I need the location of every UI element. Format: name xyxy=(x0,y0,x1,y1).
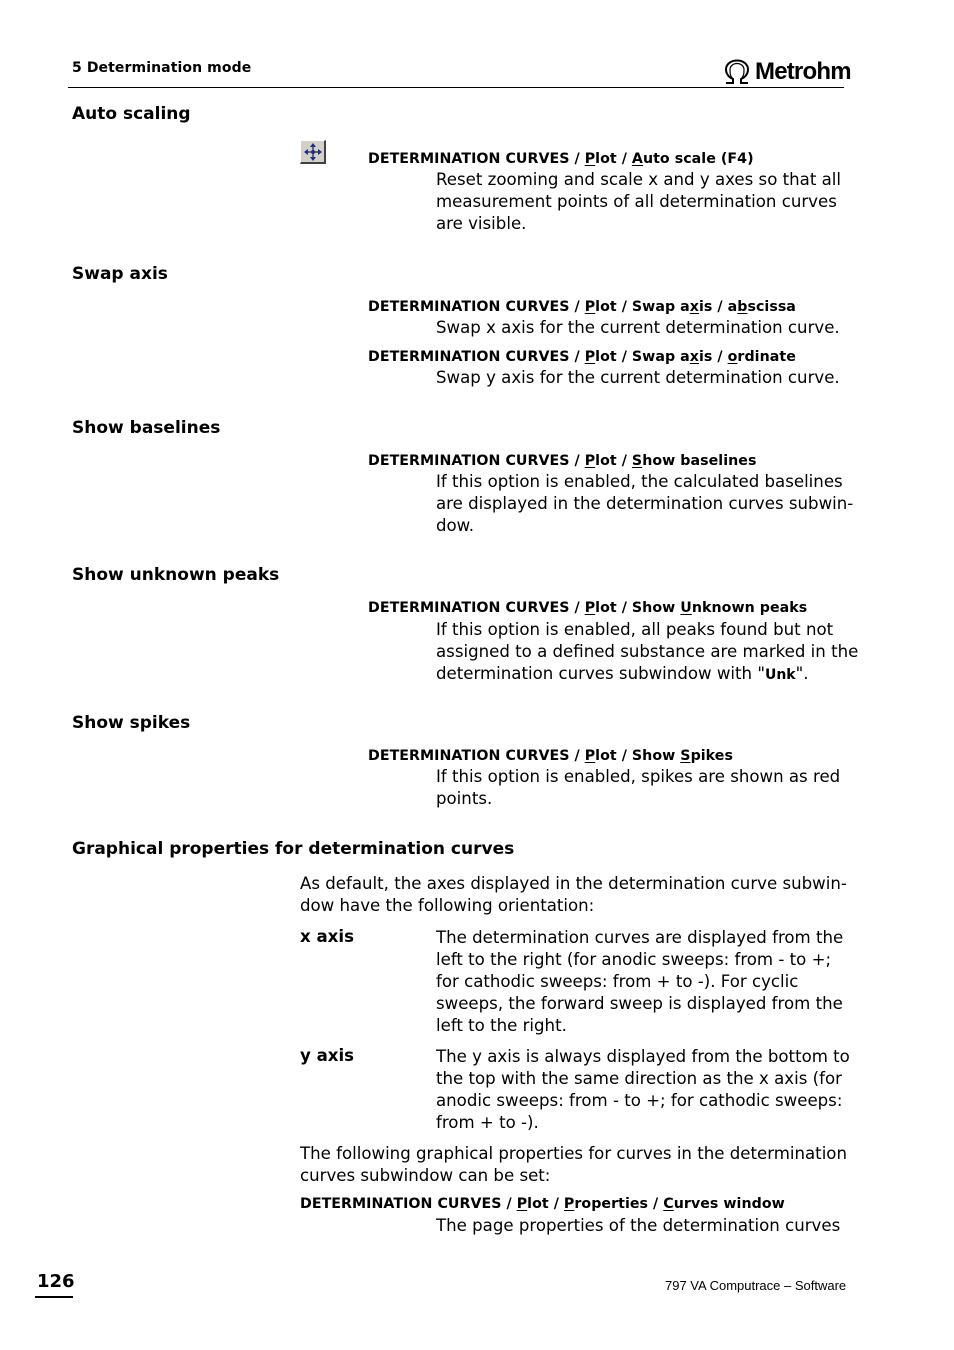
page-number-rule xyxy=(35,1296,73,1298)
desc-swap-abscissa: Swap x axis for the current determination curve. xyxy=(436,318,840,337)
desc-x-axis: The determination curves are displayed from the left to the right (for anodic sweeps: from - to +; for cathodic sweeps: from + to -). For cyclic sweeps, the forward sweep is displayed from the left to the right. xyxy=(436,928,844,1035)
heading-show-spikes: Show spikes xyxy=(72,713,191,733)
heading-show-baselines: Show baselines xyxy=(72,418,221,438)
auto-scale-icon xyxy=(300,140,326,164)
desc-swap-ordinate: Swap y axis for the current determination curve. xyxy=(436,368,840,387)
heading-swap-axis: Swap axis xyxy=(72,264,168,284)
page-number: 126 xyxy=(37,1271,75,1292)
menu-path-curves-window: DETERMINATION CURVES / Plot / Properties / Curves window xyxy=(300,1196,785,1212)
desc-show-unknown-peaks: If this option is enabled, all peaks found but not assigned to a defined substance are marked in the determination curves subwindow with "Unk". xyxy=(436,620,859,683)
metrohm-logo xyxy=(722,57,851,87)
menu-path-show-unknown-peaks: DETERMINATION CURVES / Plot / Show Unknown peaks xyxy=(368,600,808,616)
heading-graphical-properties: Graphical properties for determination curves xyxy=(72,839,515,859)
desc-y-axis: The y axis is always displayed from the bottom to the top with the same direction as the x axis (for anodic sweeps: from - to +; for cathodic sweeps: from + to -). xyxy=(436,1047,850,1132)
menu-path-swap-ordinate: DETERMINATION CURVES / Plot / Swap axis / ordinate xyxy=(368,349,796,365)
menu-path-auto-scale: DETERMINATION CURVES / Plot / Auto scale (F4) xyxy=(368,151,754,167)
menu-path-show-spikes: DETERMINATION CURVES / Plot / Show Spikes xyxy=(368,748,733,764)
footer-doc-title: 797 VA Computrace – Software xyxy=(665,1278,847,1293)
graphical-intro: As default, the axes displayed in the determination curve subwin- dow have the following orientation: xyxy=(300,874,847,915)
desc-show-baselines: If this option is enabled, the calculated baselines are displayed in the determination curves subwin- dow. xyxy=(436,472,854,535)
desc-show-spikes: If this option is enabled, spikes are shown as red points. xyxy=(436,767,841,808)
omega-logo-icon xyxy=(722,59,752,85)
desc-curves-window: The page properties of the determination curves xyxy=(436,1216,841,1235)
heading-auto-scaling: Auto scaling xyxy=(72,104,191,124)
heading-show-unknown-peaks: Show unknown peaks xyxy=(72,565,280,585)
unk-marker-code: Unk xyxy=(764,667,796,683)
term-y-axis: y axis xyxy=(300,1046,355,1065)
desc-auto-scale: Reset zooming and scale x and y axes so that all measurement points of all determination curves are visible. xyxy=(436,170,841,233)
menu-path-swap-abscissa: DETERMINATION CURVES / Plot / Swap axis / abscissa xyxy=(368,299,796,315)
logo-text: Metrohm xyxy=(755,58,851,85)
graphical-following: The following graphical properties for curves in the determination curves subwindow can be set: xyxy=(300,1144,847,1185)
header-rule xyxy=(68,87,844,88)
chapter-title: 5 Determination mode xyxy=(72,60,252,76)
term-x-axis: x axis xyxy=(300,927,354,946)
menu-path-show-baselines: DETERMINATION CURVES / Plot / Show baselines xyxy=(368,453,757,469)
